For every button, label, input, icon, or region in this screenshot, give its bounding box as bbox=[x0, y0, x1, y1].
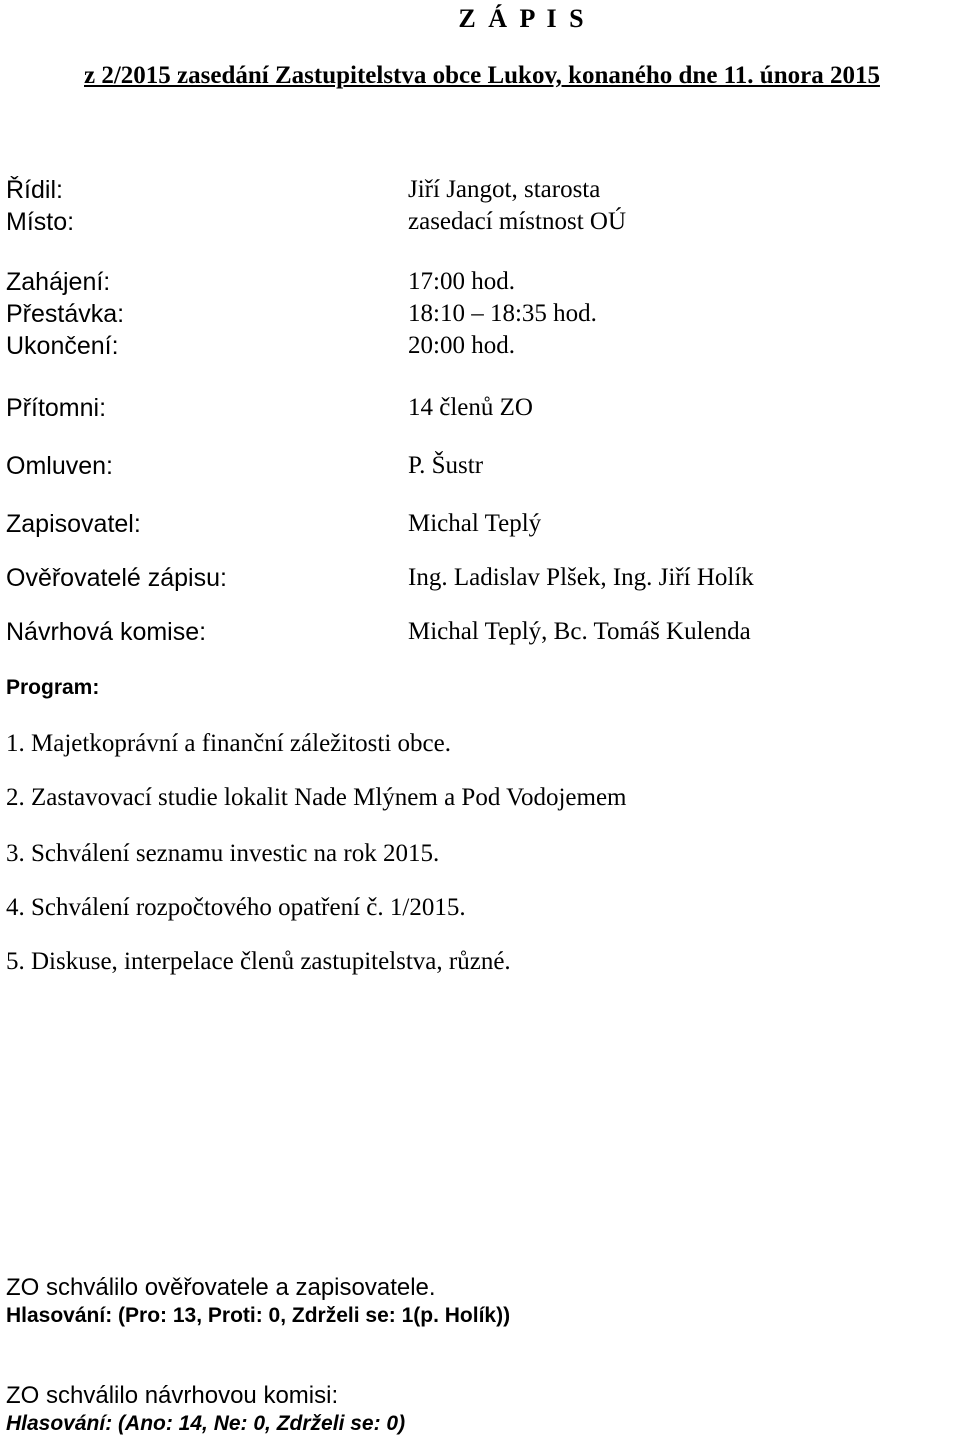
detail-label-present: Přítomni: bbox=[6, 394, 107, 422]
detail-value-end: 20:00 hod. bbox=[408, 332, 515, 359]
detail-value-chair: Jiří Jangot, starosta bbox=[408, 176, 601, 203]
detail-label-verifiers: Ověřovatelé zápisu: bbox=[6, 564, 227, 592]
document-subtitle: z 2/2015 zasedání Zastupitelstva obce Lukov, konaného dne 11. února 2015 bbox=[84, 62, 880, 89]
vote-result: Hlasování: (Pro: 13, Proti: 0, Zdrželi se: 1(p. Holík)) bbox=[6, 1304, 511, 1327]
program-item: 5. Diskuse, interpelace členů zastupitelstva, různé. bbox=[6, 948, 511, 975]
detail-label-excused: Omluven: bbox=[6, 452, 113, 480]
resolution-text: ZO schválilo návrhovou komisi: bbox=[6, 1382, 339, 1409]
detail-label-recorder: Zapisovatel: bbox=[6, 510, 141, 538]
detail-label-chair: Řídil: bbox=[6, 176, 63, 204]
vote-result: Hlasování: (Ano: 14, Ne: 0, Zdrželi se: 0) bbox=[6, 1412, 406, 1435]
detail-value-present: 14 členů ZO bbox=[408, 394, 533, 421]
detail-value-excused: P. Šustr bbox=[408, 452, 484, 479]
detail-value-break: 18:10 – 18:35 hod. bbox=[408, 300, 597, 327]
detail-value-committee: Michal Teplý, Bc. Tomáš Kulenda bbox=[408, 618, 751, 645]
program-heading: Program: bbox=[6, 676, 100, 699]
detail-value-recorder: Michal Teplý bbox=[408, 510, 542, 537]
detail-label-break: Přestávka: bbox=[6, 300, 125, 328]
detail-label-start: Zahájení: bbox=[6, 268, 111, 296]
detail-value-place: zasedací místnost OÚ bbox=[408, 208, 627, 235]
detail-label-committee: Návrhová komise: bbox=[6, 618, 207, 646]
resolution-text: ZO schválilo ověřovatele a zapisovatele. bbox=[6, 1274, 436, 1301]
program-item: 2. Zastavovací studie lokalit Nade Mlýnem a Pod Vodojemem bbox=[6, 784, 627, 811]
program-item: 1. Majetkoprávní a finanční záležitosti obce. bbox=[6, 730, 451, 757]
program-item: 3. Schválení seznamu investic na rok 2015. bbox=[6, 840, 440, 867]
document-title: Z Á P I S bbox=[458, 4, 587, 33]
detail-value-start: 17:00 hod. bbox=[408, 268, 515, 295]
program-item: 4. Schválení rozpočtového opatření č. 1/2015. bbox=[6, 894, 466, 921]
detail-label-end: Ukončení: bbox=[6, 332, 119, 360]
detail-value-verifiers: Ing. Ladislav Plšek, Ing. Jiří Holík bbox=[408, 564, 754, 591]
detail-label-place: Místo: bbox=[6, 208, 75, 236]
